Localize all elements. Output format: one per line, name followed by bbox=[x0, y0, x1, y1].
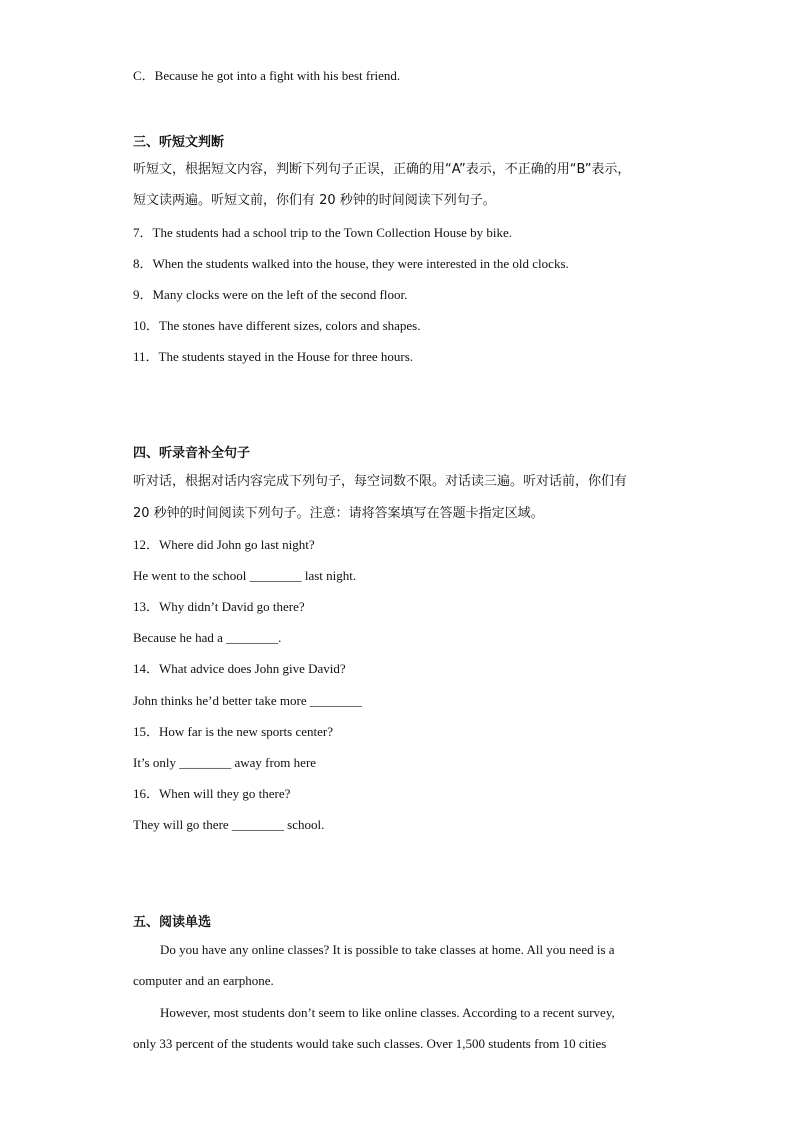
question-15: 15．How far is the new sports center? bbox=[133, 724, 333, 739]
question-option-c: C．Because he got into a fight with his best friend. bbox=[133, 68, 401, 83]
question-13: 13．Why didn’t David go there? bbox=[133, 599, 305, 614]
section-4-instruction-line-1: 听对话，根据对话内容完成下列句子，每空词数不限。对话读三遍。听对话前，你们有 bbox=[133, 474, 628, 489]
question-10: 10．The stones have different sizes, colors and shapes. bbox=[133, 318, 421, 333]
question-8: 8．When the students walked into the house, they were interested in the old clocks. bbox=[133, 256, 569, 271]
answer-line-14: John thinks he’d better take more ________ bbox=[133, 693, 362, 708]
answer-line-16: They will go there ________ school. bbox=[133, 817, 325, 832]
question-16: 16．When will they go there? bbox=[133, 786, 291, 801]
question-11: 11．The students stayed in the House for three hours. bbox=[133, 349, 414, 364]
section-3-title: 三、听短文判断 bbox=[133, 135, 225, 150]
section-4-title: 四、听录音补全句子 bbox=[133, 446, 251, 461]
question-9: 9．Many clocks were on the left of the second floor. bbox=[133, 287, 408, 302]
passage-paragraph-2-line-2: only 33 percent of the students would take such classes. Over 1,500 students from 10 cities bbox=[133, 1036, 607, 1051]
passage-paragraph-2-line-1: However, most students don’t seem to like online classes. According to a recent survey, bbox=[160, 1005, 615, 1020]
section-3-instruction-line-1: 听短文，根据短文内容，判断下列句子正误，正确的用“A”表示，不正确的用“B”表示， bbox=[133, 162, 631, 177]
passage-paragraph-1-line-1: Do you have any online classes? It is possible to take classes at home. All you need is a bbox=[160, 942, 615, 957]
question-12: 12．Where did John go last night? bbox=[133, 537, 315, 552]
question-7: 7．The students had a school trip to the Town Collection House by bike. bbox=[133, 225, 513, 240]
section-5-title: 五、阅读单选 bbox=[133, 915, 212, 930]
answer-line-13: Because he had a ________. bbox=[133, 630, 282, 645]
passage-paragraph-1-line-2: computer and an earphone. bbox=[133, 973, 274, 988]
section-3-instruction-line-2: 短文读两遍。听短文前，你们有 20 秒钟的时间阅读下列句子。 bbox=[133, 193, 496, 208]
section-4-instruction-line-2: 20 秒钟的时间阅读下列句子。注意：请将答案填写在答题卡指定区域。 bbox=[133, 506, 544, 521]
answer-line-15: It’s only ________ away from here bbox=[133, 755, 317, 770]
answer-line-12: He went to the school ________ last night. bbox=[133, 568, 357, 583]
question-14: 14．What advice does John give David? bbox=[133, 661, 346, 676]
